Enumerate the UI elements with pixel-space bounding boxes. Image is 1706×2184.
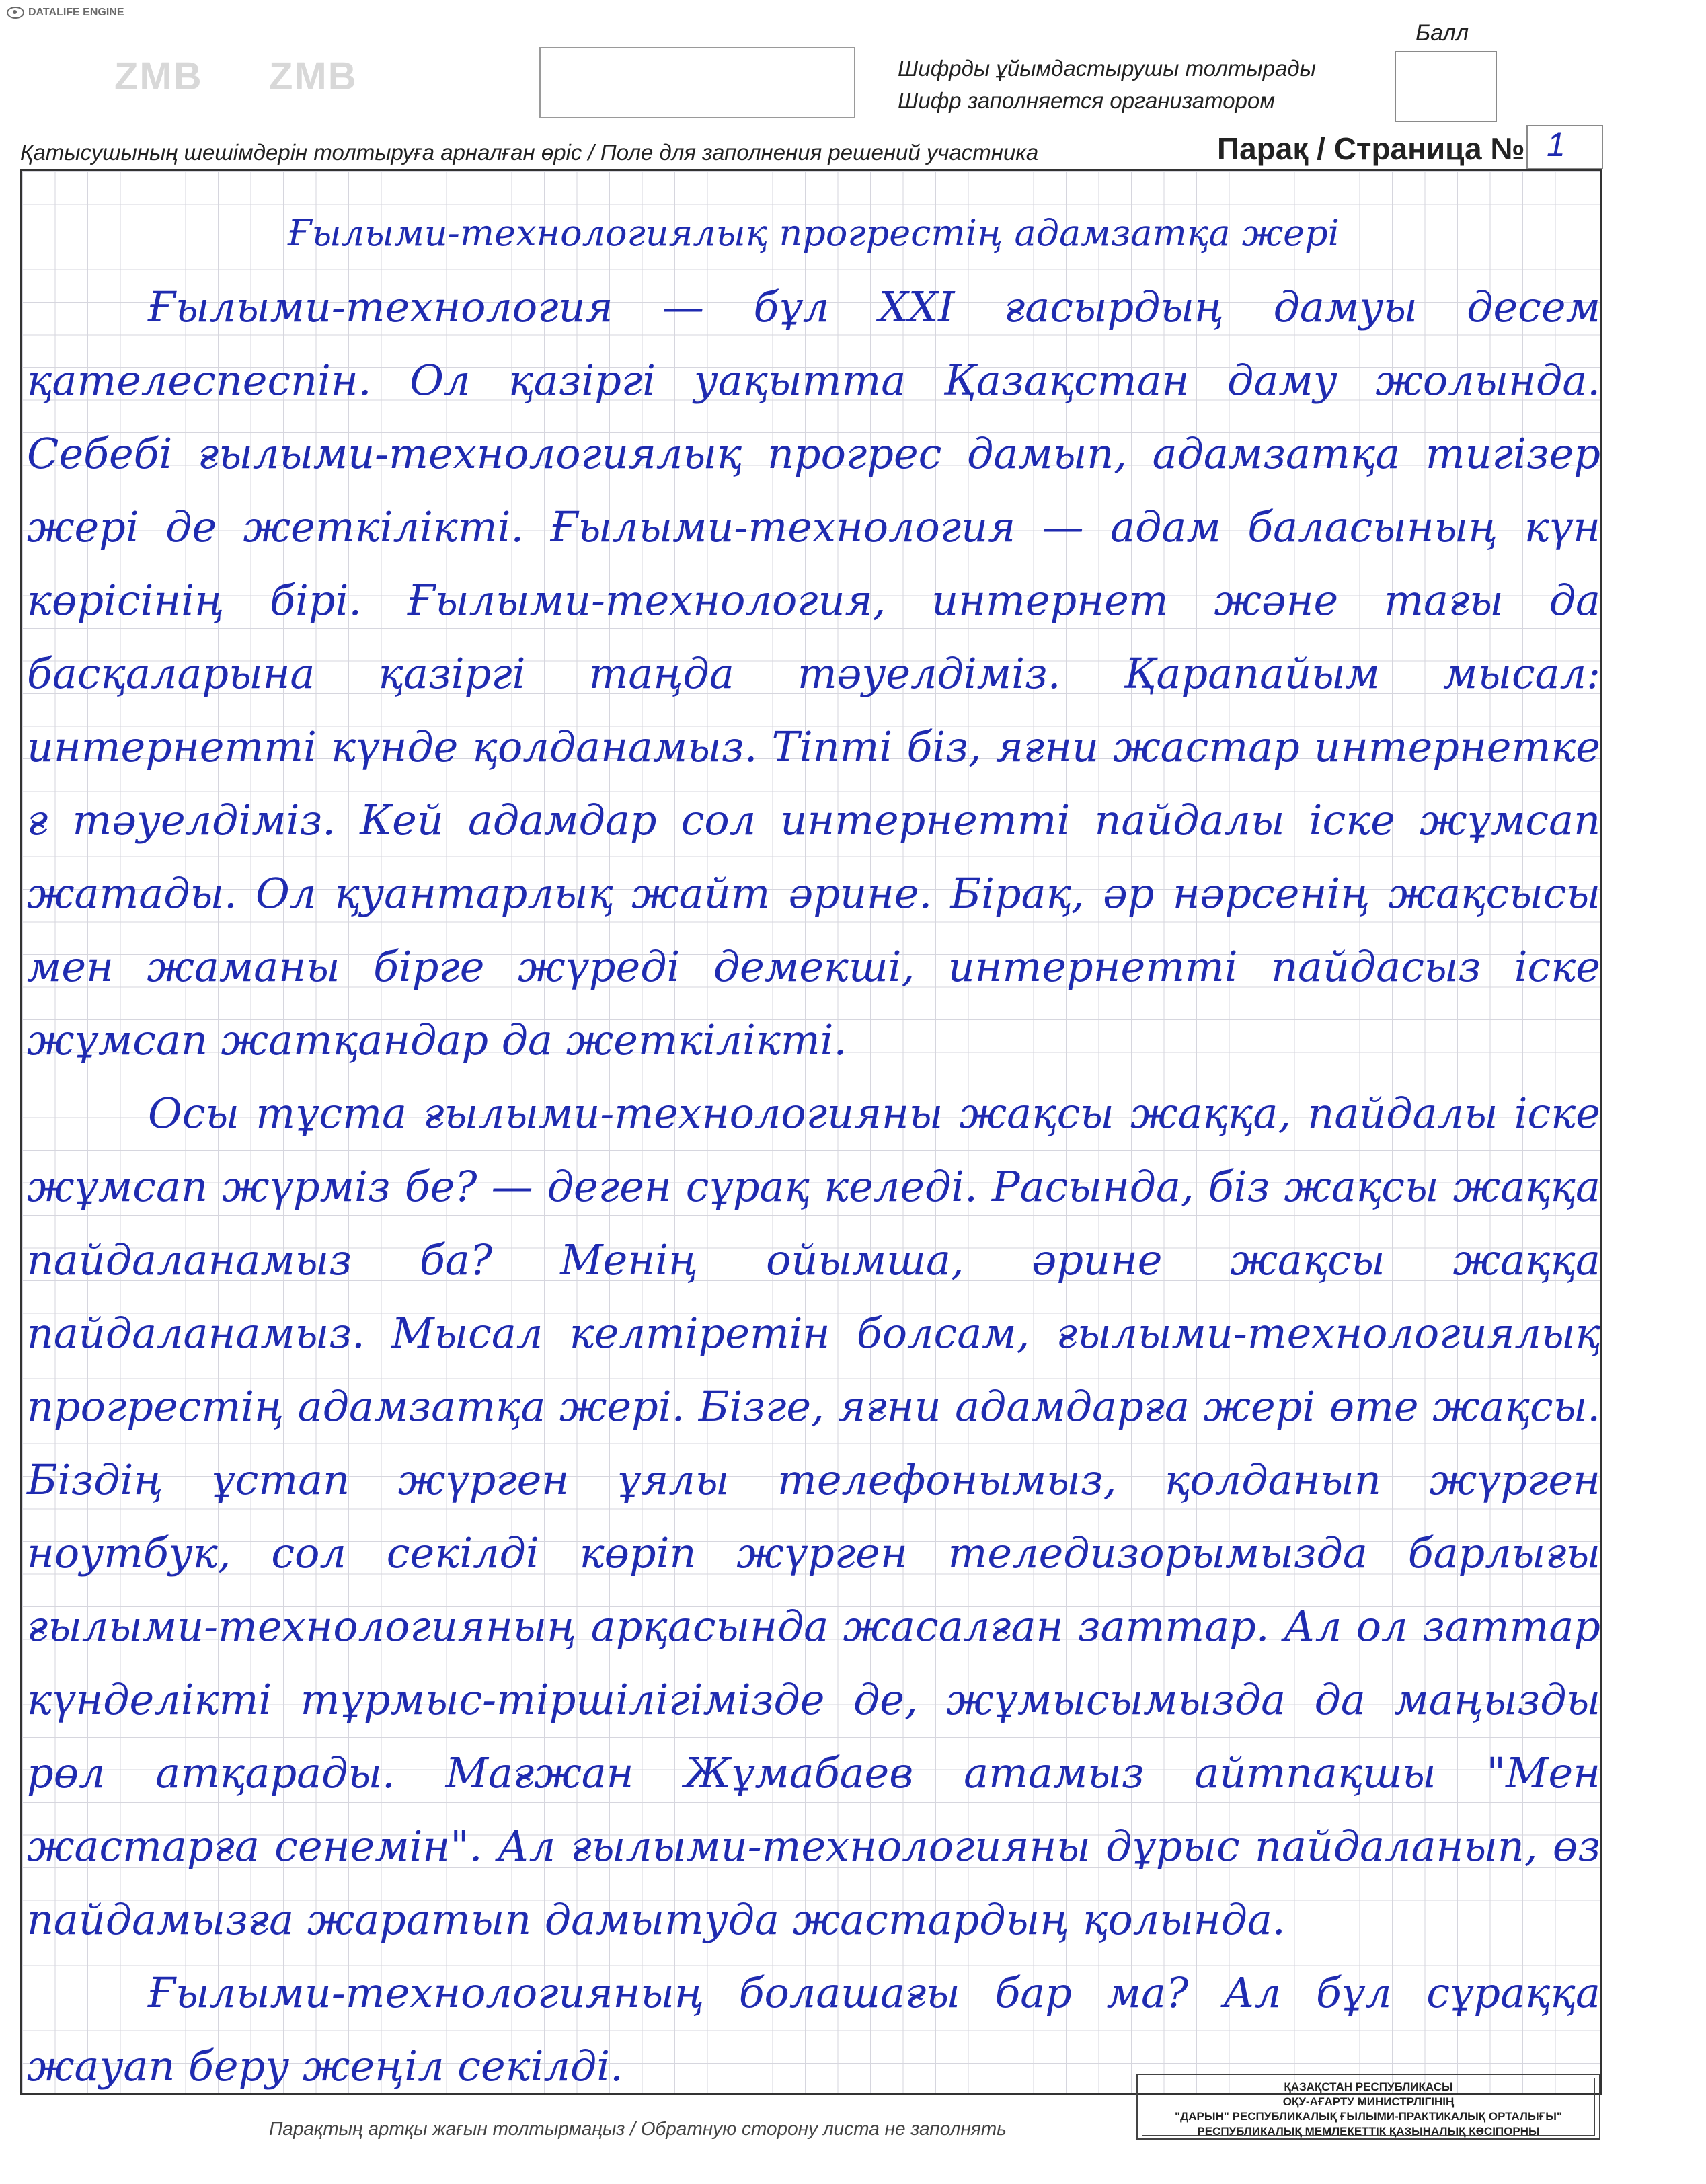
- faint-stamp-2: ZMB: [269, 54, 358, 98]
- essay-paragraph-3: Ғылыми-технологияның болашағы бар ма? Ал бұл сұраққа жауап беру жеңіл секілді.: [27, 1968, 1600, 2091]
- cipher-box[interactable]: [539, 47, 855, 118]
- cipher-note-kz: Шифрды ұйымдастырушы толтырады: [898, 56, 1316, 81]
- ministry-line-2: ОҚУ-АҒАРТУ МИНИСТРЛІГІНІҢ: [1282, 2095, 1455, 2108]
- ministry-stamp: [1136, 2074, 1600, 2140]
- essay-paragraph-1: Ғылыми-технология — бұл XXI ғасырдың дамуы десем қателеспеспін. Ол қазіргі уақытта Қазақстан даму жолында. Себебі ғылыми-технологиялық прогрес дамып, адамзатқа тигізер жері де жеткілікті. Ғылыми-технология — адам баласының күн көрісінің бірі. Ғылыми-технология, интернет және тағы да басқаларына қазіргі таңда тәуелдіміз. Қарапайым мысал: интернетті күнде қолданамыз. Тіпті біз, яғни жастар интернетке ғ тәуелдіміз. Кей адамдар сол интернетті пайдалы іске жұмсап жатады. Ол қуантарлық жайт әрине. Бірақ, әр нәрсенің жақсысы мен жаманы бірге жүреді демекші, интернетті пайдасыз іске жұмсап жатқандар да жеткілікті.: [27, 282, 1600, 1064]
- engine-logo-text: DATALIFE ENGINE: [28, 7, 124, 18]
- field-label: Қатысушының шешімдерін толтыруға арналған өріс / Поле для заполнения решений участника: [20, 140, 1039, 165]
- ministry-line-1: ҚАЗАҚСТАН РЕСПУБЛИКАСЫ: [1284, 2080, 1453, 2093]
- footer-note: Парақтың артқы жағын толтырмаңыз / Обратную сторону листа не заполнять: [269, 2118, 1007, 2139]
- score-label: Балл: [1416, 20, 1469, 46]
- cipher-note-ru: Шифр заполняется организатором: [898, 88, 1275, 113]
- essay-paragraph-2: Осы тұста ғылыми-технологияны жақсы жаққа, пайдалы іске жұмсап жүрміз бе? — деген сұрақ келеді. Расында, біз жақсы жаққа пайдаланамыз ба? Менің ойымша, әрине жақсы жаққа пайдаланамыз. Мысал келтіретін болсам, ғылыми-технологиялық прогрестің адамзатқа жері. Бізге, яғни адамдарға жері өте жақсы. Біздің ұстап жүрген ұялы телефонымыз, қолданып жүрген ноутбук, сол секілді көріп жүрген теледизорымызда барлығы ғылыми-технологияның арқасында жасалған заттар. Ал ол заттар күнделікті тұрмыс-тіршілігімізде де, жұмысымызда да маңызды рөл атқарады. Мағжан Жұмабаев атамыз айтпақшы "Мен жастарға сенемін". Ал ғылыми-технологияны дұрыс пайдаланып, өз пайдамызға жаратып дамытуда жастардың қолында.: [27, 1089, 1600, 1944]
- page-label: Парақ / Страница №: [1217, 131, 1525, 166]
- eye-icon: [7, 7, 24, 19]
- essay-title: Ғылыми-технологиялық прогрестің адамзатқа жері: [288, 212, 1340, 254]
- ministry-line-3: "ДАРЫН" РЕСПУБЛИКАЛЫҚ ҒЫЛЫМИ-ПРАКТИКАЛЫҚ ОРТАЛЫҒЫ": [1175, 2110, 1562, 2123]
- faint-stamp-1: ZMB: [114, 54, 203, 98]
- cipher-note: [898, 52, 1316, 117]
- essay: [27, 196, 1600, 2103]
- score-box[interactable]: [1395, 51, 1497, 122]
- ministry-line-4: РЕСПУБЛИКАЛЫҚ МЕМЛЕКЕТТІК ҚАЗЫНАЛЫҚ КӘСІПОРНЫ: [1197, 2125, 1540, 2138]
- engine-logo: [7, 7, 124, 19]
- page-number: 1: [1547, 126, 1565, 163]
